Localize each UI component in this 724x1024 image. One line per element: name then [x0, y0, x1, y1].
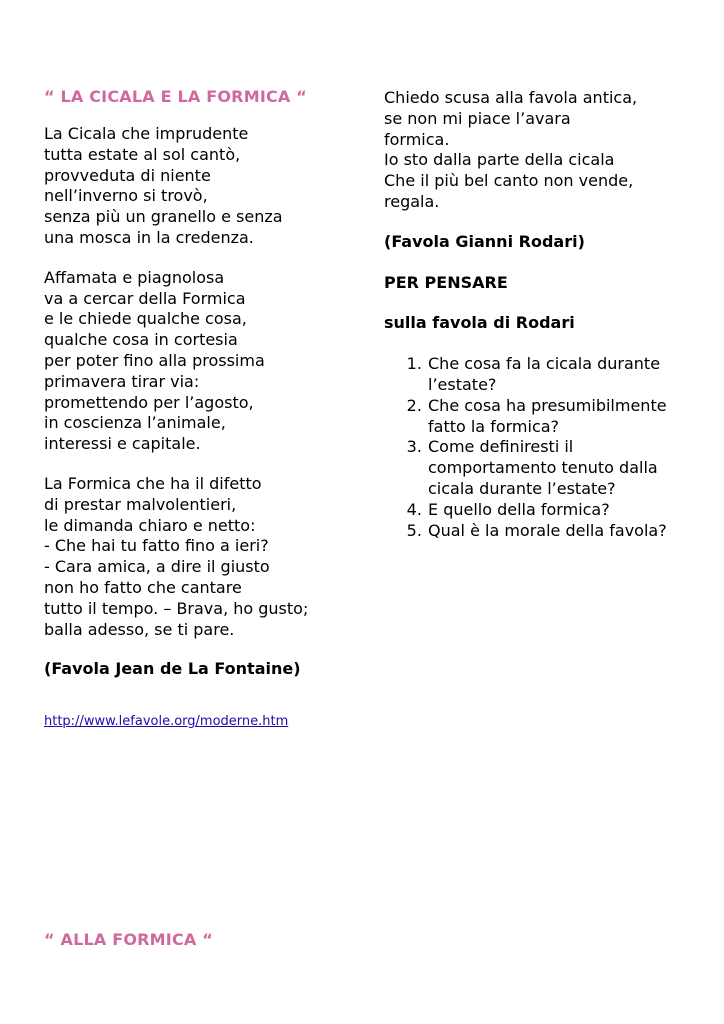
poem-line: per poter fino alla prossima [44, 350, 265, 370]
source-link[interactable]: http://www.lefavole.org/moderne.htm [44, 714, 289, 730]
second-poem-title: “ ALLA FORMICA “ [44, 930, 213, 949]
list-item: 1. Che cosa fa la cicala durante l’estate? [427, 354, 684, 396]
poem-line: in coscienza l’animale, [44, 413, 226, 433]
poem-line: promettendo per l’agosto, [44, 392, 254, 412]
poem-line: - Che hai tu fatto fino a ieri? [44, 536, 269, 556]
poem-line: senza più un granello e senza [44, 207, 283, 227]
poem-line: tutta estate al sol cantò, [44, 144, 241, 164]
poem-line: Affamata e piagnolosa [44, 267, 225, 287]
poem-line: una mosca in la credenza. [44, 227, 254, 247]
poem-line: di prestar malvolentieri, [44, 494, 237, 514]
poem-line: nell’inverno si trovò, [44, 186, 208, 206]
rodari-stanza [384, 88, 684, 213]
poem-line: regala. [384, 191, 440, 211]
section-subheading: sulla favola di Rodari [384, 313, 575, 333]
list-item: 4. E quello della formica? [427, 500, 684, 521]
questions-list [384, 354, 684, 541]
poem-line: Chiedo scusa alla favola antica, [384, 88, 638, 107]
left-column [44, 87, 364, 729]
right-column [384, 88, 684, 541]
poem-line: qualche cosa in cortesia [44, 330, 238, 350]
poem-line: balla adesso, se ti pare. [44, 619, 235, 639]
poem-stanza-1 [44, 124, 364, 249]
list-item: 3. Come definiresti il comportamento tenuto dalla cicala durante l’estate? [427, 437, 684, 499]
list-item: 2. Che cosa ha presumibilmente fatto la formica? [427, 396, 684, 438]
poem-line: Io sto dalla parte della cicala [384, 150, 615, 170]
poem-line: formica. [384, 129, 450, 149]
poem-line: se non mi piace l’avara [384, 108, 571, 128]
poem-stanza-3 [44, 474, 364, 640]
poem-stanza-2 [44, 268, 364, 455]
poem-title: “ LA CICALA E LA FORMICA “ [44, 87, 307, 106]
attribution-la-fontaine: (Favola Jean de La Fontaine) [44, 659, 301, 679]
attribution-rodari: (Favola Gianni Rodari) [384, 231, 585, 251]
list-item: 5. Qual è la morale della favola? [427, 521, 684, 542]
poem-line: interessi e capitale. [44, 434, 201, 454]
poem-line: non ho fatto che cantare [44, 577, 242, 597]
poem-line: primavera tirar via: [44, 371, 200, 391]
poem-line: Che il più bel canto non vende, [384, 171, 634, 191]
poem-line: e le chiede qualche cosa, [44, 309, 247, 329]
poem-line: La Cicala che imprudente [44, 124, 249, 143]
poem-line: provveduta di niente [44, 165, 211, 185]
poem-line: - Cara amica, a dire il giusto [44, 557, 270, 577]
poem-line: La Formica che ha il difetto [44, 473, 262, 493]
poem-line: tutto il tempo. – Brava, ho gusto; [44, 598, 309, 618]
section-heading: PER PENSARE [384, 272, 508, 292]
poem-line: le dimanda chiaro e netto: [44, 515, 256, 535]
poem-line: va a cercar della Formica [44, 288, 246, 308]
